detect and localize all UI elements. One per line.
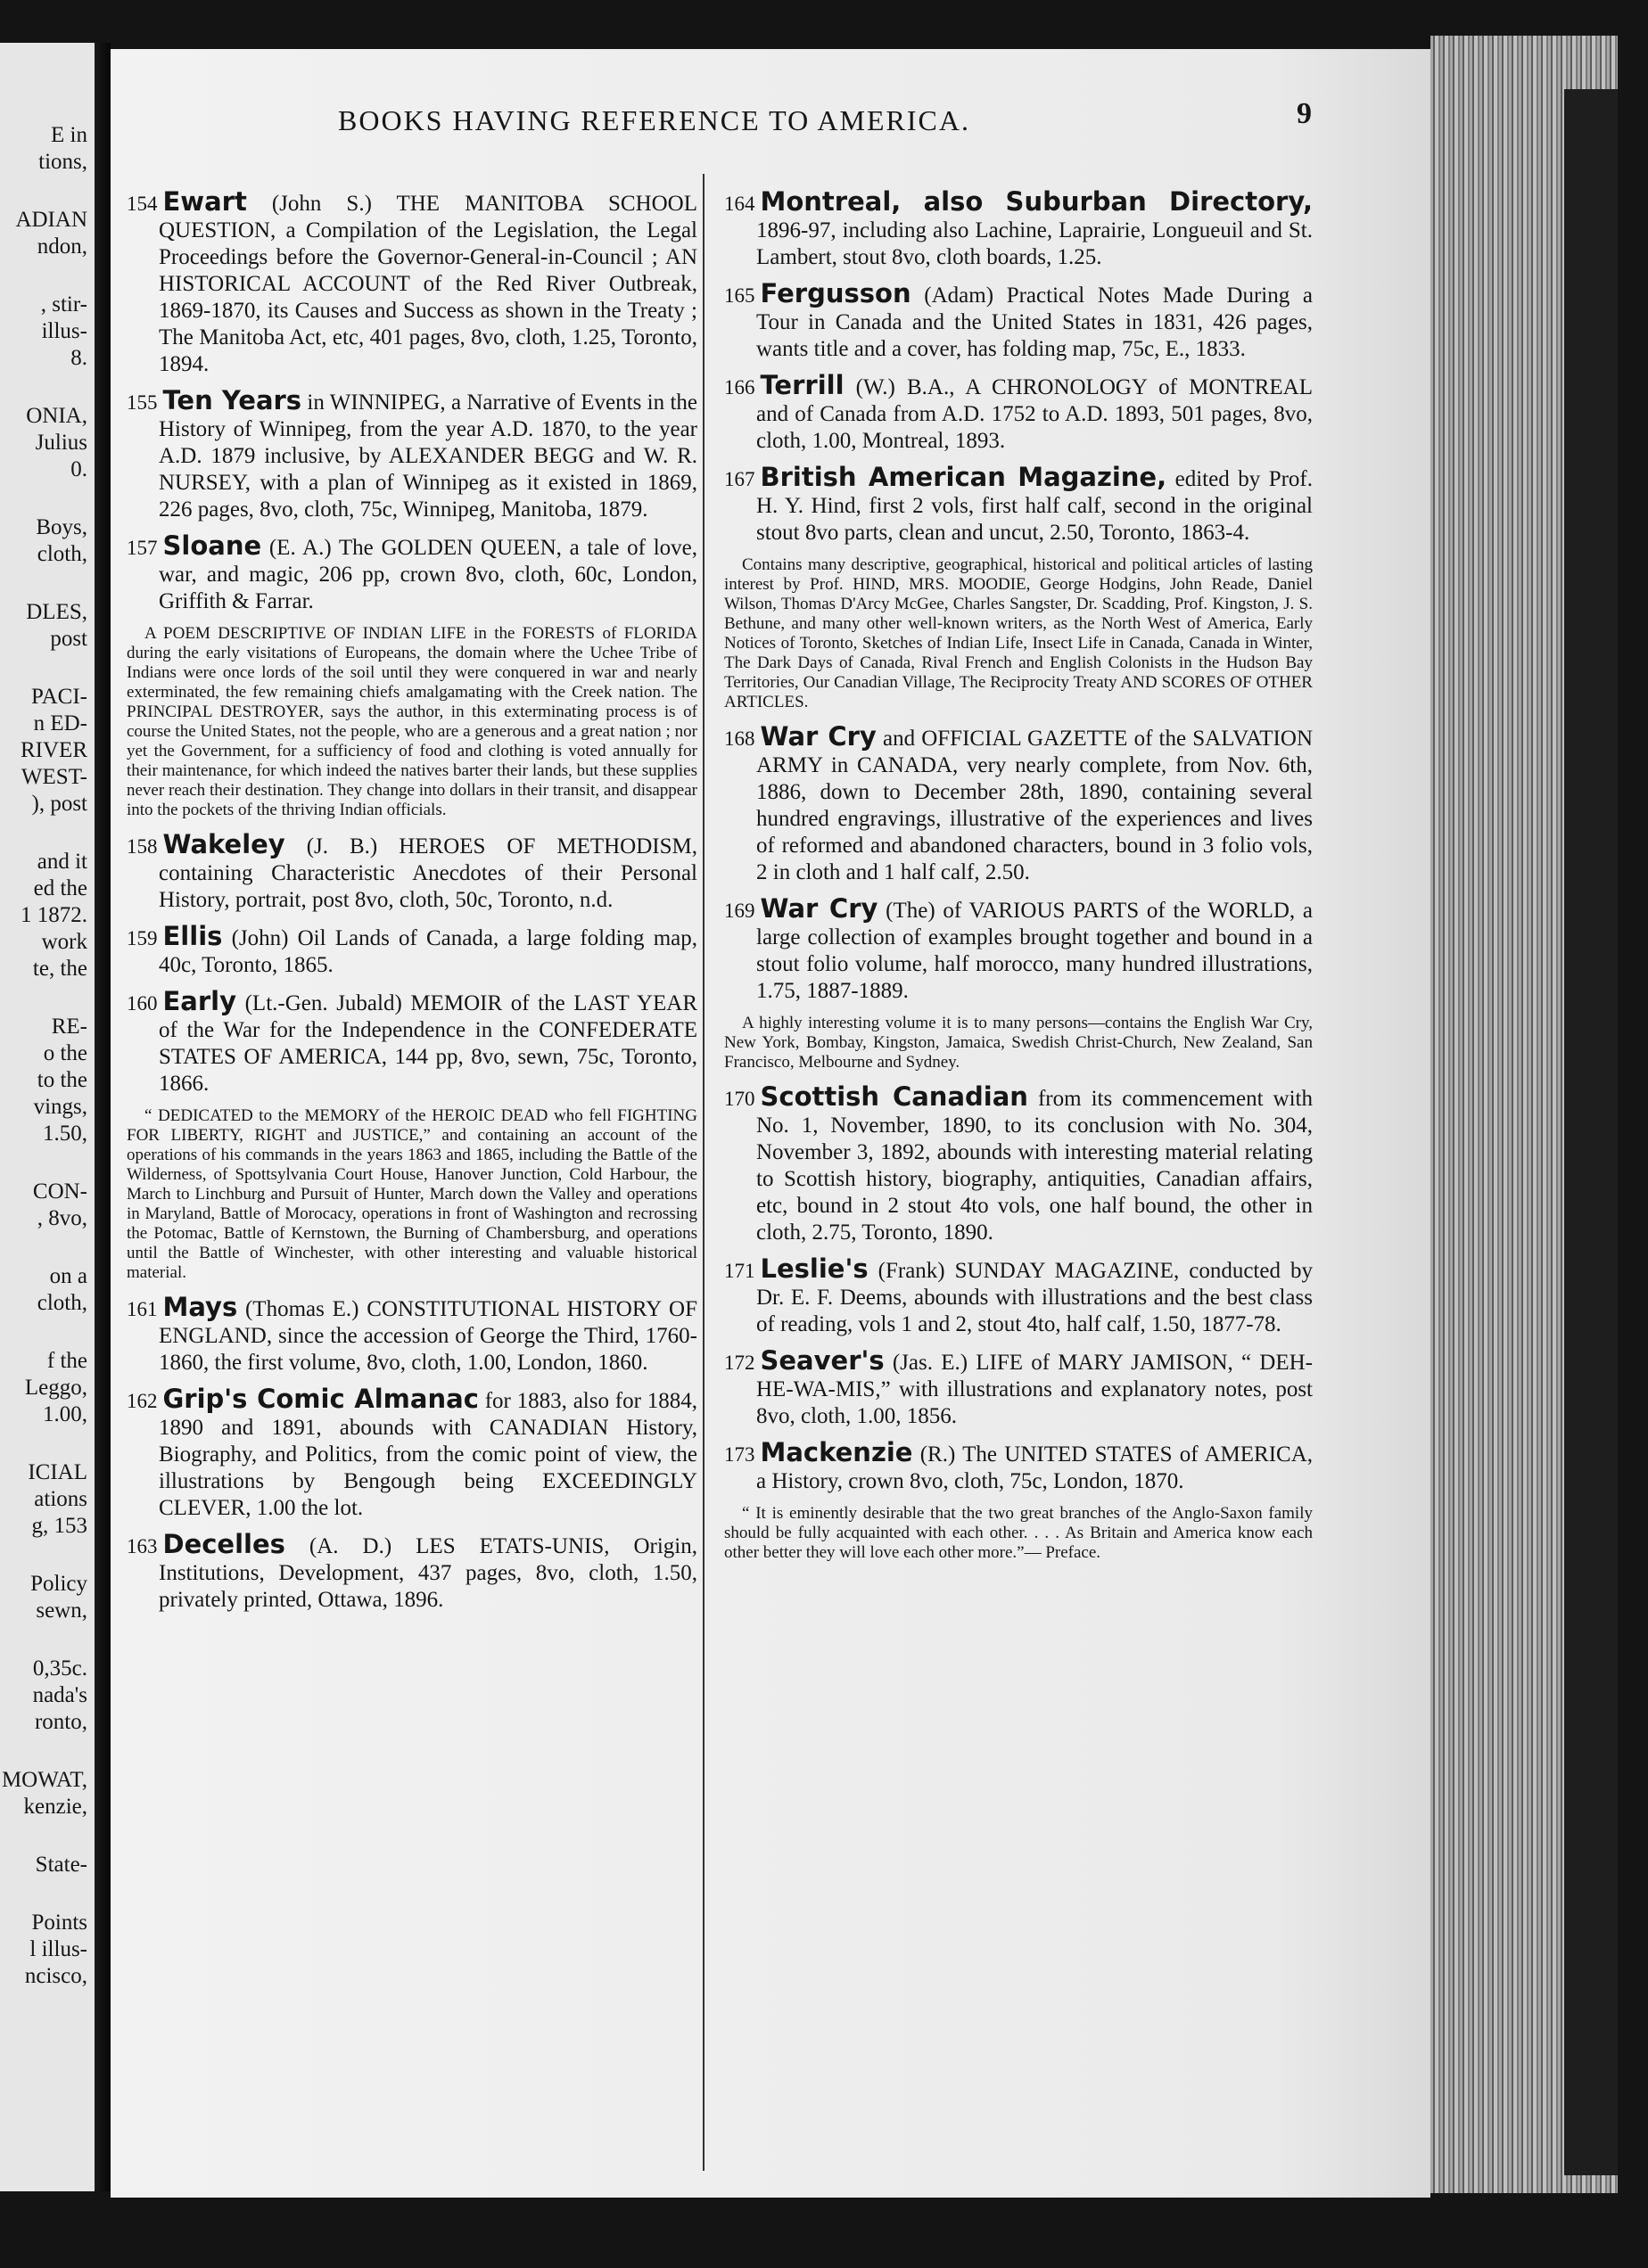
left-column bbox=[127, 188, 697, 1623]
facing-page-text: g, 153 bbox=[31, 1514, 87, 1538]
entry-number: 167 bbox=[724, 468, 755, 490]
facing-page-text: ations bbox=[34, 1487, 87, 1511]
entry-title: Mackenzie bbox=[760, 1437, 913, 1467]
entry-number: 170 bbox=[724, 1088, 755, 1110]
facing-page-text: 1.50, bbox=[43, 1122, 87, 1146]
entry-number: 157 bbox=[127, 537, 158, 559]
catalog-entry bbox=[724, 188, 1313, 271]
facing-page-text: kenzie, bbox=[23, 1795, 87, 1819]
facing-page-text: ), post bbox=[31, 792, 87, 816]
entry-details: (The) of VARIOUS PARTS of the WORLD, a large collection of examples brought together and bound in a stout folio volume, half morocco, many hundred illustrations, 1.75, 1887-1889. bbox=[756, 899, 1313, 1003]
catalog-entry bbox=[724, 895, 1313, 1005]
entry-details: (John) Oil Lands of Canada, a large folding map, 40c, Toronto, 1865. bbox=[159, 926, 698, 977]
facing-page-text: to the bbox=[37, 1068, 87, 1092]
entry-number: 173 bbox=[724, 1443, 755, 1466]
facing-page-text: ed the bbox=[33, 876, 87, 900]
entry-title: Fergusson bbox=[760, 278, 911, 308]
entry-details: (R.) The UNITED STATES of AMERICA, a History, crown 8vo, cloth, 75c, London, 1870. bbox=[756, 1442, 1314, 1493]
entry-number: 171 bbox=[724, 1260, 755, 1282]
facing-page-text: ncisco, bbox=[24, 1964, 87, 1988]
entry-number: 161 bbox=[127, 1298, 158, 1320]
entry-details: from its commencement with No. 1, November, 1890, to its conclusion with No. 304, November 3, 1892, abounds with interesting material relating to Scottish history, biography, antiquities, Canadian affairs, etc, bound in 2 stout 4to vols, one half bound, the other in cloth, 2.75, Toronto, 1890. bbox=[756, 1087, 1313, 1245]
entry-title: Grip's Comic Almanac bbox=[162, 1384, 479, 1414]
facing-page-text: te, the bbox=[32, 957, 87, 981]
entry-details: (A. D.) LES ETATS-UNIS, Origin, Institutions, Development, 437 pages, 8vo, cloth, 1.50, privately printed, Ottawa, 1896. bbox=[159, 1534, 698, 1612]
facing-page-text: State- bbox=[35, 1853, 87, 1877]
entry-number: 164 bbox=[724, 193, 755, 215]
entry-title: Terrill bbox=[760, 370, 845, 400]
entry-number: 155 bbox=[127, 391, 158, 414]
entry-number: 163 bbox=[127, 1535, 158, 1557]
entry-details: (Thomas E.) CONSTITUTIONAL HISTORY OF ENGLAND, since the accession of George the Third, 1760-1860, the first volume, 8vo, cloth, 1.00, London, 1860. bbox=[159, 1297, 697, 1375]
facing-page-text: 0. bbox=[70, 457, 87, 481]
facing-page-text: Leggo, bbox=[24, 1376, 87, 1400]
entry-number: 158 bbox=[127, 835, 158, 858]
facing-page-text: ADIAN bbox=[15, 208, 87, 232]
entry-title: Sloane bbox=[162, 530, 262, 561]
catalog-entry bbox=[724, 1439, 1313, 1495]
facing-page-text: MOWAT, bbox=[1, 1768, 87, 1792]
entry-details: (John S.) THE MANITOBA SCHOOL QUESTION, a Compilation of the Legislation, the Legal Proceedings before the Governor-General-in-Council ; AN HISTORICAL ACCOUNT of the Red River Outbreak, 1869-1870, its Causes and Success as shown in the Treaty ; The Manitoba Act, etc, 401 pages, 8vo, cloth, 1.25, Toronto, 1894. bbox=[159, 192, 697, 376]
entry-title: Early bbox=[162, 986, 237, 1016]
facing-page-text: PACI- bbox=[31, 685, 87, 709]
facing-page-text: ndon, bbox=[37, 234, 87, 259]
entry-number: 172 bbox=[724, 1352, 755, 1374]
facing-page-text: WEST- bbox=[21, 765, 87, 789]
entry-details: for 1883, also for 1884, 1890 and 1891, abounds with CANADIAN History, Biography, and Politics, from the comic point of view, the illustrations by Bengough being EXCEEDINGLY CLEVER, 1.00 the lot. bbox=[159, 1389, 697, 1520]
entry-number: 159 bbox=[127, 927, 158, 949]
facing-page-text: cloth, bbox=[37, 542, 87, 566]
entry-title: Ewart bbox=[162, 186, 247, 217]
catalog-entry bbox=[127, 988, 697, 1097]
entry-number: 169 bbox=[724, 900, 755, 922]
entry-details: 1896-97, including also Lachine, Laprairie, Longueuil and St. Lambert, stout 8vo, cloth boards, 1.25. bbox=[756, 218, 1313, 269]
facing-page-text: sewn, bbox=[36, 1598, 87, 1623]
facing-page-text: 1.00, bbox=[43, 1402, 87, 1426]
entry-details: (Adam) Practical Notes Made During a Tour in Canada and the United States in 1831, 426 pages, wants title and a cover, has folding map, 75c, E., 1833. bbox=[756, 284, 1313, 361]
entry-details: (E. A.) The GOLDEN QUEEN, a tale of love, war, and magic, 206 pp, crown 8vo, cloth, 60c, London, Griffith & Farrar. bbox=[159, 536, 697, 613]
entry-title: Seaver's bbox=[760, 1345, 885, 1376]
catalog-entry bbox=[724, 723, 1313, 886]
facing-page-text: Julius bbox=[35, 431, 87, 455]
catalog-entry bbox=[127, 923, 697, 979]
entry-note: “ DEDICATED to the MEMORY of the HEROIC DEAD who fell FIGHTING FOR LIBERTY, RIGHT and JUSTICE,” and containing an account of the operations of his commands in the years 1863 and 1865, including the Battle of the Wilderness, of Spottsylvania Court House, Hanover Junction, Cold Harbour, the March to Linchburg and Pursuit of Hunter, March down the Valley and operations in Maryland, Battle of Morocacy, operations in front of Washington and recrossing the Potomac, Battle of Kernstown, the Burning of Chambersburg, and operations until the Battle of Winchester, with other interesting and valuable historical material. bbox=[127, 1106, 697, 1282]
entry-title: Wakeley bbox=[162, 829, 285, 859]
catalog-entry bbox=[724, 1083, 1313, 1246]
entry-details: (Jas. E.) LIFE of MARY JAMISON, “ DEH-HE-WA-MIS,” with illustrations and explanatory notes, post 8vo, cloth, 1.00, 1856. bbox=[756, 1351, 1313, 1428]
facing-page-text: work bbox=[41, 930, 87, 954]
entry-note: A highly interesting volume it is to many persons—contains the English War Cry, New York, Bombay, Kingston, Jamaica, Swedish Christ-Church, New Zealand, San Francisco, Melbourne and Sydney. bbox=[724, 1014, 1313, 1072]
entry-title: Mays bbox=[162, 1292, 238, 1322]
facing-page-text: E in bbox=[51, 123, 87, 147]
entry-number: 168 bbox=[724, 727, 755, 750]
facing-page-text: 1 1872. bbox=[21, 903, 87, 927]
catalog-entry bbox=[724, 464, 1313, 546]
facing-page-text: l illus- bbox=[29, 1937, 87, 1961]
facing-page-text: and it bbox=[37, 850, 87, 874]
page-edges bbox=[1430, 36, 1618, 2193]
entry-title: Ellis bbox=[162, 921, 223, 951]
catalog-entry bbox=[127, 1531, 697, 1614]
catalog-entry bbox=[127, 188, 697, 378]
entry-details: edited by Prof. H. Y. Hind, first 2 vols, first half calf, second in the original stout 8vo parts, clean and uncut, 2.50, Toronto, 1863-4. bbox=[756, 467, 1314, 545]
running-head: BOOKS HAVING REFERENCE TO AMERICA. bbox=[338, 104, 970, 136]
entry-title: Ten Years bbox=[162, 385, 302, 415]
entry-details: in WINNIPEG, a Narrative of Events in the History of Winnipeg, from the year A.D. 1870, to the year A.D. 1879 inclusive, by ALEXANDER BEGG and W. R. NURSEY, with a plan of Winnipeg as it existed in 1869, 226 pages, 8vo, cloth, 75c, Winnipeg, Manitoba, 1879. bbox=[159, 390, 697, 522]
entry-details: (Frank) SUNDAY MAGAZINE, conducted by Dr. E. F. Deems, abounds with illustrations and the best class of reading, vols 1 and 2, stout 4to, half calf, 1.50, 1877-78. bbox=[756, 1259, 1313, 1336]
catalog-entry bbox=[724, 280, 1313, 363]
entry-title: War Cry bbox=[760, 721, 877, 752]
facing-page-text: o the bbox=[43, 1041, 87, 1065]
facing-page-text: Policy bbox=[30, 1572, 87, 1596]
facing-page-text: n ED- bbox=[33, 711, 87, 735]
entry-title: War Cry bbox=[760, 893, 878, 924]
facing-page-text: ICIAL bbox=[28, 1460, 87, 1484]
entry-title: Decelles bbox=[162, 1529, 285, 1559]
facing-page-text: 0,35c. bbox=[32, 1656, 87, 1680]
facing-page-text: cloth, bbox=[37, 1291, 87, 1315]
facing-page-text: on a bbox=[49, 1264, 87, 1288]
facing-page-text: post bbox=[50, 627, 87, 651]
book-gutter bbox=[95, 43, 111, 2191]
entry-details: and OFFICIAL GAZETTE of the SALVATION ARMY in CANADA, very nearly complete, from Nov. 6th, 1886, down to December 28th, 1890, containing several hundred engravings, illustrative of the experiences and lives of reformed and abandoned characters, bound in 3 folio vols, 2 in cloth and 1 half calf, 2.50. bbox=[756, 727, 1313, 884]
catalog-entry bbox=[127, 532, 697, 615]
catalog-entry bbox=[724, 1347, 1313, 1430]
entry-title: Scottish Canadian bbox=[760, 1081, 1028, 1112]
entry-title: Montreal, also Suburban Directory, bbox=[760, 186, 1313, 217]
facing-page-text: Boys, bbox=[36, 515, 87, 539]
catalog-entry bbox=[724, 1255, 1313, 1338]
entry-details: (J. B.) HEROES OF METHODISM, containing Characteristic Anecdotes of their Personal History, portrait, post 8vo, cloth, 50c, Toronto, n.d. bbox=[159, 834, 697, 912]
column-rule bbox=[703, 174, 705, 2171]
entry-details: (W.) B.A., A CHRONOLOGY of MONTREAL and of Canada from A.D. 1752 to A.D. 1893, 501 pages, 8vo, cloth, 1.00, Montreal, 1893. bbox=[756, 375, 1313, 453]
page-number: 9 bbox=[1297, 97, 1312, 130]
entry-number: 165 bbox=[724, 284, 755, 307]
facing-page-text: tions, bbox=[38, 150, 87, 174]
catalog-entry bbox=[127, 1385, 697, 1522]
entry-note: “ It is eminently desirable that the two great branches of the Anglo-Saxon family should be fully acquainted with each other. . . . As Britain and America know each other better they will love each other more.”— Preface. bbox=[724, 1504, 1313, 1562]
facing-page-text: vings, bbox=[33, 1095, 87, 1119]
catalog-page bbox=[111, 49, 1430, 2198]
right-column bbox=[724, 188, 1313, 1574]
facing-page-fragment bbox=[0, 43, 96, 2191]
facing-page-text: Points bbox=[31, 1911, 87, 1935]
facing-page-text: illus- bbox=[41, 319, 87, 343]
entry-number: 162 bbox=[127, 1390, 158, 1412]
facing-page-text: RIVER bbox=[21, 738, 87, 762]
entry-details: (Lt.-Gen. Jubald) MEMOIR of the LAST YEAR of the War for the Independence in the CONFEDERATE STATES OF AMERICA, 144 pp, 8vo, sewn, 75c, Toronto, 1866. bbox=[159, 991, 697, 1096]
entry-title: British American Magazine, bbox=[760, 462, 1167, 492]
facing-page-text: , 8vo, bbox=[37, 1206, 87, 1230]
entry-number: 166 bbox=[724, 376, 755, 399]
facing-page-text: nada's bbox=[32, 1683, 87, 1707]
catalog-entry bbox=[724, 372, 1313, 455]
facing-page-text: f the bbox=[46, 1349, 87, 1373]
entry-note: Contains many descriptive, geographical, historical and political articles of lasting interest by Prof. HIND, MRS. MOODIE, George Hodgins, John Reade, Daniel Wilson, Thomas D'Arcy McGee, Charles Sangster, Dr. Scadding, Prof. Kingston, J. S. Bethune, and many other well-known writers, as the North West of America, Early Notices of Toronto, Sketches of Indian Life, Insect Life in Canada, Canada in Winter, The Dark Days of Canada, Rival French and English Colonists in the Hudson Bay Territories, Our Canadian Village, The Reciprocity Treaty AND SCORES OF OTHER ARTICLES. bbox=[724, 555, 1313, 711]
facing-page-text: 8. bbox=[70, 346, 87, 370]
catalog-entry bbox=[127, 1294, 697, 1376]
entry-note: A POEM DESCRIPTIVE OF INDIAN LIFE in the FORESTS of FLORIDA during the early visitations of Europeans, the domain where the Uchee Tribe of Indians were once lords of the soil until they were conquered in war and nearly exterminated, the few remaining chiefs amalgamating with the Creek nation. The PRINCIPAL DESTROYER, says the author, in this exterminating process is of course the United States, not the people, who are a generous and a great nation ; nor yet the Government, for a sufficiency of food and clothing is voted annually for their maintenance, for which indeed the natives barter their lands, but these supplies never reach their destination. They change into dollars in their transit, and disappear into the pockets of the thriving Indian officials. bbox=[127, 624, 697, 819]
catalog-entry bbox=[127, 831, 697, 914]
entry-number: 160 bbox=[127, 992, 158, 1015]
facing-page-text: CON- bbox=[32, 1179, 87, 1204]
catalog-entry bbox=[127, 387, 697, 523]
facing-page-text: ONIA, bbox=[26, 404, 87, 428]
entry-number: 154 bbox=[127, 193, 158, 215]
facing-page-text: DLES, bbox=[26, 600, 87, 624]
facing-page-text: ronto, bbox=[34, 1710, 87, 1734]
facing-page-text: , stir- bbox=[40, 292, 87, 316]
entry-title: Leslie's bbox=[760, 1253, 869, 1284]
facing-page-text: RE- bbox=[51, 1015, 87, 1039]
